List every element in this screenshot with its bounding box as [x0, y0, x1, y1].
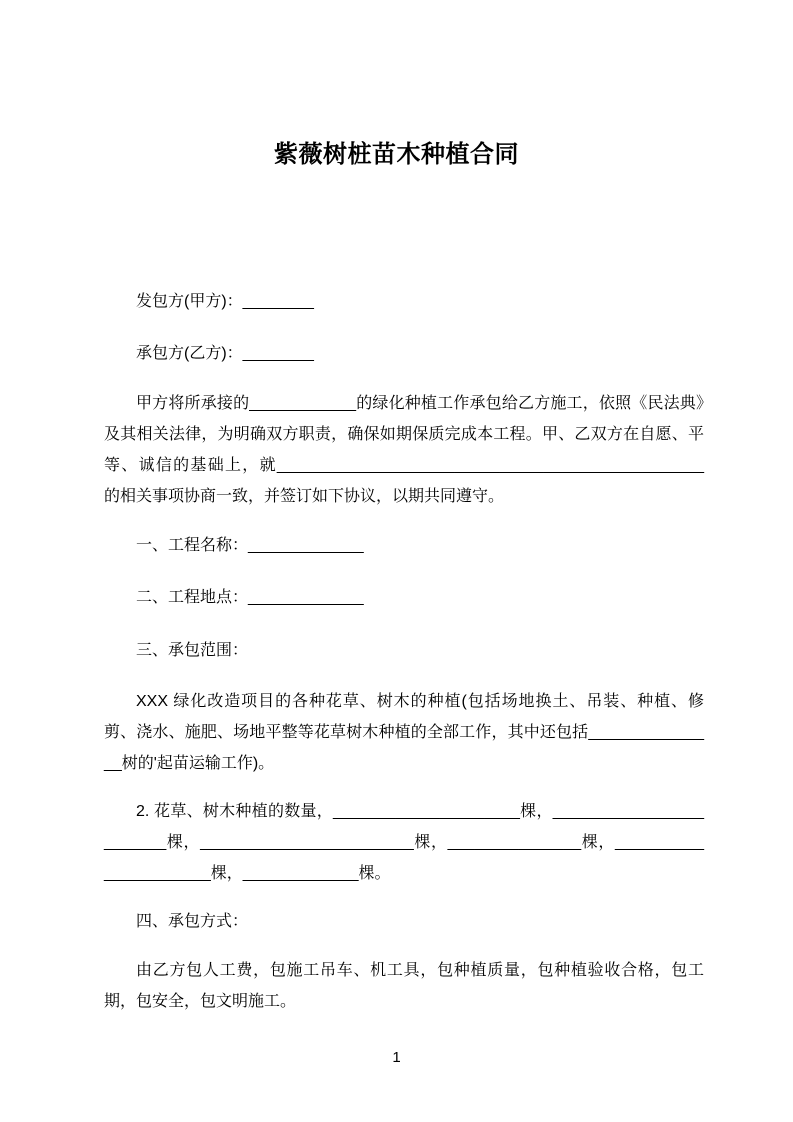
scope-paragraph: XXX 绿化改造项目的各种花草、树木的种植(包括场地换土、吊装、种植、修剪、浇水、施肥、场地平整等花草树木种植的全部工作，其中还包括_______________树的'起苗运输工作)。	[104, 693, 704, 772]
section-2-project-location-heading: 二、工程地点：_____________	[136, 589, 364, 606]
section-3-contract-scope-heading: 三、承包范围：	[136, 642, 249, 659]
method-paragraph: 由乙方包人工费，包施工吊车、机工具，包种植质量，包种植验收合格，包工期，包安全，包文明施工。	[104, 962, 704, 1010]
quantity-paragraph: 2. 花草、树木种植的数量，_____________________棵，________________________棵，________________________棵，_______________棵，______________________棵，_____________棵。	[104, 803, 704, 882]
section-4-contract-method-heading: 四、承包方式：	[136, 913, 249, 930]
party-b-line: 承包方(乙方)：________	[136, 345, 314, 362]
page-number: 1	[392, 1049, 401, 1066]
intro-paragraph: 甲方将所承接的____________的绿化种植工作承包给乙方施工，依照《民法典》及其相关法律，为明确双方职责，确保如期保质完成本工程。甲、乙双方在自愿、平等、诚信的基础上，就________________________________________________的相关事项协商一致，并签订如下协议，以期共同遵守。	[104, 395, 704, 505]
section-1-project-name-heading: 一、工程名称：_____________	[136, 537, 364, 554]
document-title: 紫薇树桩苗木种植合同	[274, 141, 519, 168]
party-a-line: 发包方(甲方)：________	[136, 293, 314, 310]
